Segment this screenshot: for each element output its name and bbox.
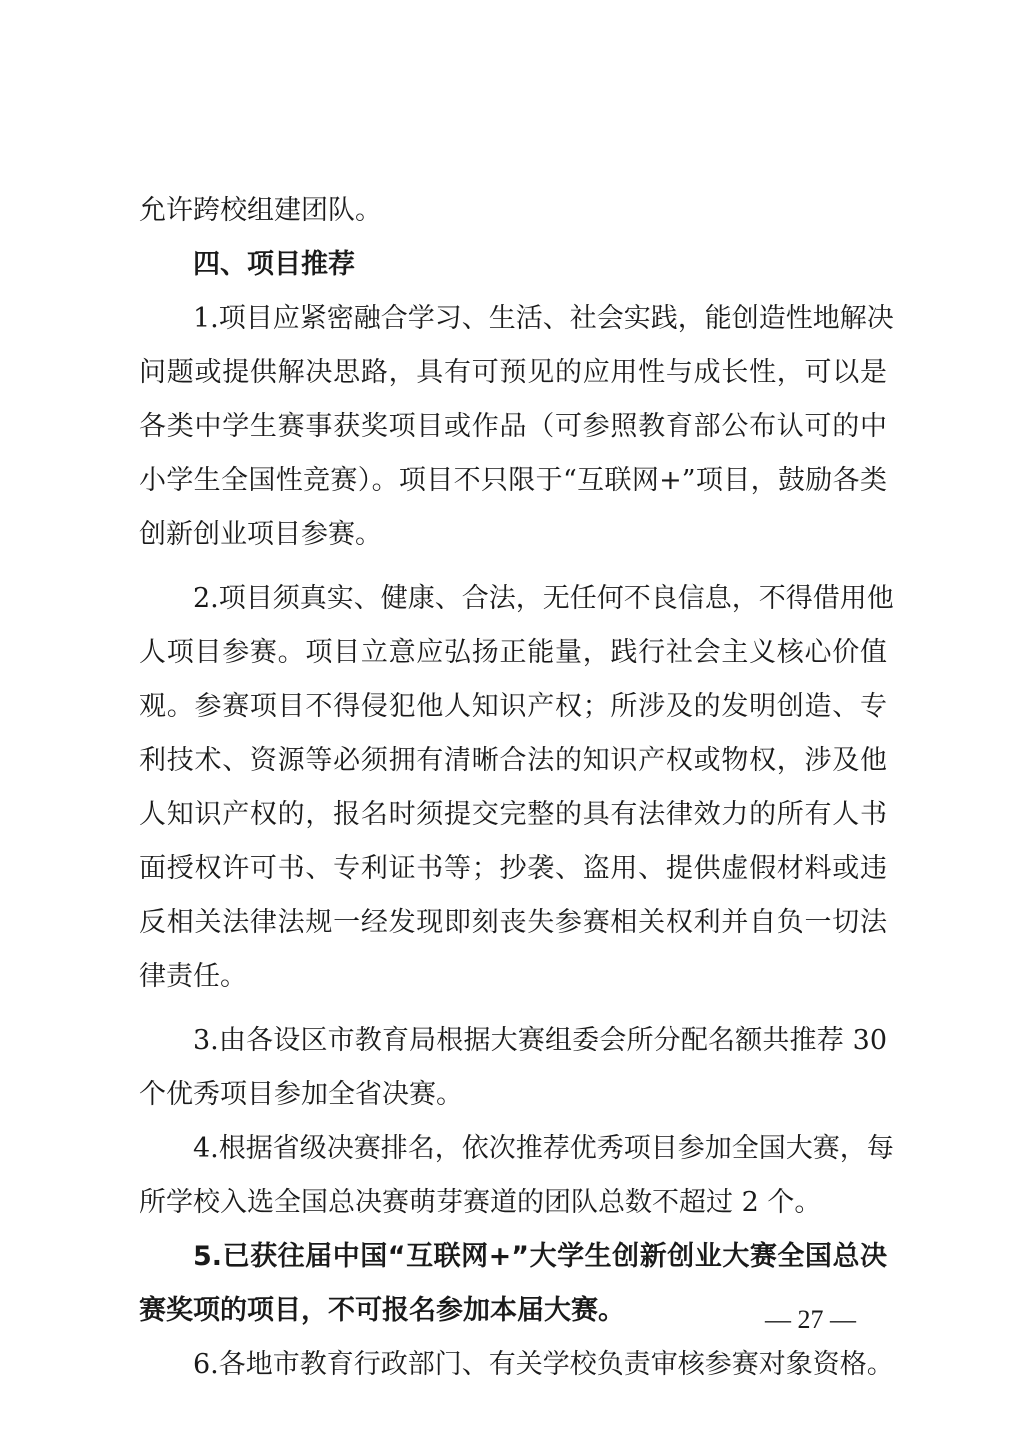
paragraph-line: 4.根据省级决赛排名，依次推荐优秀项目参加全国大赛，每 [193,1133,894,1164]
paragraph-3 [139,1014,887,1122]
paragraph-line: 个优秀项目参加全省决赛。 [139,1079,463,1110]
paragraph-line: 面授权许可书、专利证书等；抄袭、盗用、提供虚假材料或违 [139,853,887,884]
paragraph-line: 3.由各设区市教育局根据大赛组委会所分配名额共推荐 30 [193,1025,887,1056]
paragraph-line: 观。参赛项目不得侵犯他人知识产权；所涉及的发明创造、专 [139,691,887,722]
page-number: — 27 — [765,1305,856,1334]
paragraph-line: 问题或提供解决思路，具有可预见的应用性与成长性，可以是 [139,357,887,388]
paragraph-6 [139,1338,894,1392]
paragraph-line: 1.项目应紧密融合学习、生活、社会实践，能创造性地解决 [193,303,894,334]
section-heading: 四、项目推荐 [193,249,355,280]
document-body [139,184,894,1392]
paragraph-line: 小学生全国性竞赛）。项目不只限于“互联网+”项目，鼓励各类 [139,465,887,496]
paragraph-line: 创新创业项目参赛。 [139,519,382,550]
paragraph-line: 2.项目须真实、健康、合法，无任何不良信息，不得借用他 [193,583,894,614]
paragraph-line: 利技术、资源等必须拥有清晰合法的知识产权或物权，涉及他 [139,745,887,776]
paragraph-line: 反相关法律法规一经发现即刻丧失参赛相关权利并自负一切法 [139,907,887,938]
paragraph-line: 赛奖项的项目，不可报名参加本届大赛。 [139,1295,625,1326]
paragraph-2 [139,572,894,1004]
paragraph-line: 人知识产权的，报名时须提交完整的具有法律效力的所有人书 [139,799,887,830]
paragraph-line: 6.各地市教育行政部门、有关学校负责审核参赛对象资格。 [193,1349,894,1380]
paragraph-1 [139,292,894,562]
paragraph-line: 人项目参赛。项目立意应弘扬正能量，践行社会主义核心价值 [139,637,887,668]
paragraph-line: 各类中学生赛事获奖项目或作品（可参照教育部公布认可的中 [139,411,887,442]
paragraph-line: 5.已获往届中国“互联网+”大学生创新创业大赛全国总决 [193,1241,887,1272]
paragraph-line: 允许跨校组建团队。 [139,195,382,226]
paragraph-line: 律责任。 [139,961,247,992]
paragraph-4 [139,1122,894,1230]
paragraph-line: 所学校入选全国总决赛萌芽赛道的团队总数不超过 2 个。 [139,1187,822,1218]
